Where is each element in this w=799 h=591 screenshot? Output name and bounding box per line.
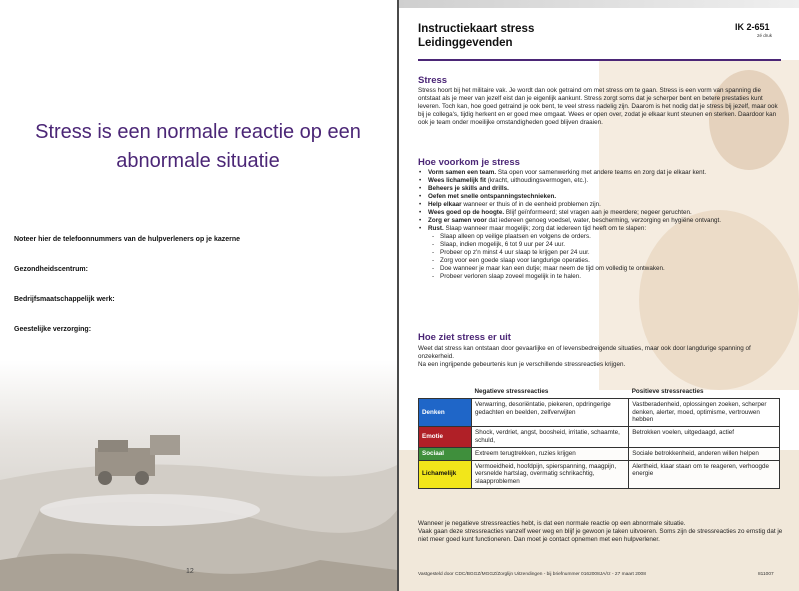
category-cell-sociaal: Sociaal <box>419 447 472 460</box>
list-item: • Beheers je skills and drills. <box>418 185 780 193</box>
list-item: • Rust. Slaap wanneer maar mogelijk; zorg dat iedereen tijd heeft om te slapen: - Slaap alleen op veilige plaatsen en volgens de orders. - Slaap, indien mogelijk, 6 tot 9 uur per 24 uur. - Probeer op z'n minst 4 uur slaap te krijgen per 24 uur. - Zorg voor een goede slaap voor langdurige operaties. - Doe wanneer je maar kan een dutje; maar neem de tijd om volledig te ontwaken. - Probeer verloren slaap zoveel mogelijk in te halen. <box>418 225 780 281</box>
card-title-line1: Instructiekaart stress <box>418 23 535 35</box>
negative-cell: Shock, verdriet, angst, boosheid, irritatie, schaamte, schuld, <box>472 427 629 448</box>
card-code: IK 2-651 <box>735 22 770 32</box>
negative-cell: Extreem terugtrekken, ruzies krijgen <box>472 447 629 460</box>
colophon-number: 811007 <box>758 572 774 577</box>
positive-cell: Vastberadenheid, oplossingen zoeken, scherper denken, alerter, moed, optimisme, vertrouwen hebben <box>629 398 780 426</box>
field-gezondheidscentrum: Gezondheidscentrum: <box>14 266 88 273</box>
section-heading-look: Hoe ziet stress er uit <box>418 332 511 343</box>
negative-cell: Verwarring, desoriëntatie, piekeren, opdringerige gedachten en beelden, zelfverwijten <box>472 398 629 426</box>
field-bedrijfsmaatschappelijk-werk: Bedrijfsmaatschappelijk werk: <box>14 296 115 303</box>
table-row <box>419 427 780 448</box>
look-paragraph: Weet dat stress kan ontstaan door gevaarlijke en of levensbedreigende situaties, maar ook door langdurige spanning of onzekerheid. Na een ingrijpende gebeurtenis kun je verschillende stressreacties krijgen. <box>418 345 751 368</box>
negative-cell: Vermoeidheid, hoofdpijn, spierspanning, maagpijn, versnelde hartslag, overmatig schrikachtig, slaapproblemen <box>472 460 629 488</box>
stress-paragraph: Stress hoort bij het militaire vak. Je wordt dan ook getraind om met stress om te gaan. Stress is een vorm van spanning die ontstaat als je meer van jezelf eist dan je eigenlijk aankunt. Stress zorgt soms dat je scherper bent en betere prestaties kunt leveren. Toch kan, hoe goed getraind je ook bent, te veel stress nadelig zijn. Daarom is het nodig dat je stress bij jezelf, maar ook bij je collega's, tijdig herkent en er goed mee omgaat. Wees er open over, zodat je elkaar kunt steunen en sterken. Daardoor kan ook je team onder moeilijke omstandigheden goed blijven draaien. <box>418 87 778 126</box>
title-rule <box>418 59 781 61</box>
sleep-sublist <box>428 233 780 281</box>
list-item: • Help elkaar wanneer er thuis of in de eenheid problemen zijn. <box>418 201 780 209</box>
section-heading-stress: Stress <box>418 75 448 86</box>
vehicle-ford-photo <box>0 360 397 591</box>
card-title-line2: Leidinggevenden <box>418 37 513 49</box>
page-number: 12 <box>186 568 194 575</box>
stress-reactions-table <box>418 387 780 489</box>
table-header-row <box>419 387 780 398</box>
list-item: • Wees lichamelijk fit (kracht, uithoudingsvermogen, etc.). <box>418 177 780 185</box>
category-cell-lichamelijk: Lichamelijk <box>419 460 472 488</box>
sub-list-item: - Probeer op z'n minst 4 uur slaap te krijgen per 24 uur. <box>428 249 780 257</box>
list-item: • Zorg er samen voor dat iedereen genoeg voedsel, water, bescherming, verzorging en hygiëne ontvangt. <box>418 217 780 225</box>
col-positive-header: Positieve stressreacties <box>631 388 704 395</box>
positive-cell: Betrokken voelen, uitgedaagd, actief <box>629 427 780 448</box>
list-item: • Wees goed op de hoogte. Blijf geïnformeerd; stel vragen aan je meerdere; negeer geruchten. <box>418 209 780 217</box>
right-page <box>399 0 799 591</box>
hotline-instruction: Noteer hier de telefoonnummers van de hulpverleners op je kazerne <box>14 236 241 243</box>
colophon: Vastgesteld door CDC/BGGZ/MGGZ/Zorglijn Uitzendingen - bij briefnummer 0162008JA/rz - 27 maart 2008 <box>418 572 646 577</box>
section-heading-prevent: Hoe voorkom je stress <box>418 157 520 168</box>
sub-list-item: - Slaap alleen op veilige plaatsen en volgens de orders. <box>428 233 780 241</box>
sub-list-item: - Doe wanneer je maar kan een dutje; maar neem de tijd om volledig te ontwaken. <box>428 265 780 273</box>
sub-list-item: - Slaap, indien mogelijk, 6 tot 9 uur per 24 uur. <box>428 241 780 249</box>
sub-list-item: - Probeer verloren slaap zoveel mogelijk in te halen. <box>428 273 780 281</box>
positive-cell: Alertheid, klaar staan om te reageren, verhoogde energie <box>629 460 780 488</box>
prevent-list <box>418 169 780 281</box>
card-title <box>418 22 534 50</box>
col-negative-header: Negatieve stressreacties <box>474 388 549 395</box>
sub-list-item: - Zorg voor een goede slaap voor langdurige operaties. <box>428 257 780 265</box>
list-item: • Oefen met snelle ontspanningstechnieken. <box>418 193 780 201</box>
list-item: • Vorm samen een team. Sta open voor samenwerking met andere teams en zorg dat je elkaar kent. <box>418 169 780 177</box>
edition-label: 2é druk <box>757 33 773 38</box>
table-row <box>419 398 780 426</box>
field-geestelijke-verzorging: Geestelijke verzorging: <box>14 326 92 333</box>
category-cell-denken: Denken <box>419 398 472 426</box>
category-cell-emotie: Emotie <box>419 427 472 448</box>
left-page <box>0 0 397 591</box>
table-row <box>419 447 780 460</box>
positive-cell: Sociale betrokkenheid, anderen willen helpen <box>629 447 780 460</box>
left-page-title: Stress is een normale reactie op een abnormale situatie <box>35 121 361 172</box>
closing-paragraph: Wanneer je negatieve stressreacties hebt, is dat een normale reactie op een abnormale situatie. Vaak gaan deze stressreacties vanzelf weer weg en blijf je gewoon je taken uitvoeren. Soms zijn de stressreacties zo ernstig dat je niet meer goed kunt functioneren. Dan moet je contact opnemen met een hulpverlener. <box>418 520 783 543</box>
table-row <box>419 460 780 488</box>
header-bar <box>399 0 799 8</box>
